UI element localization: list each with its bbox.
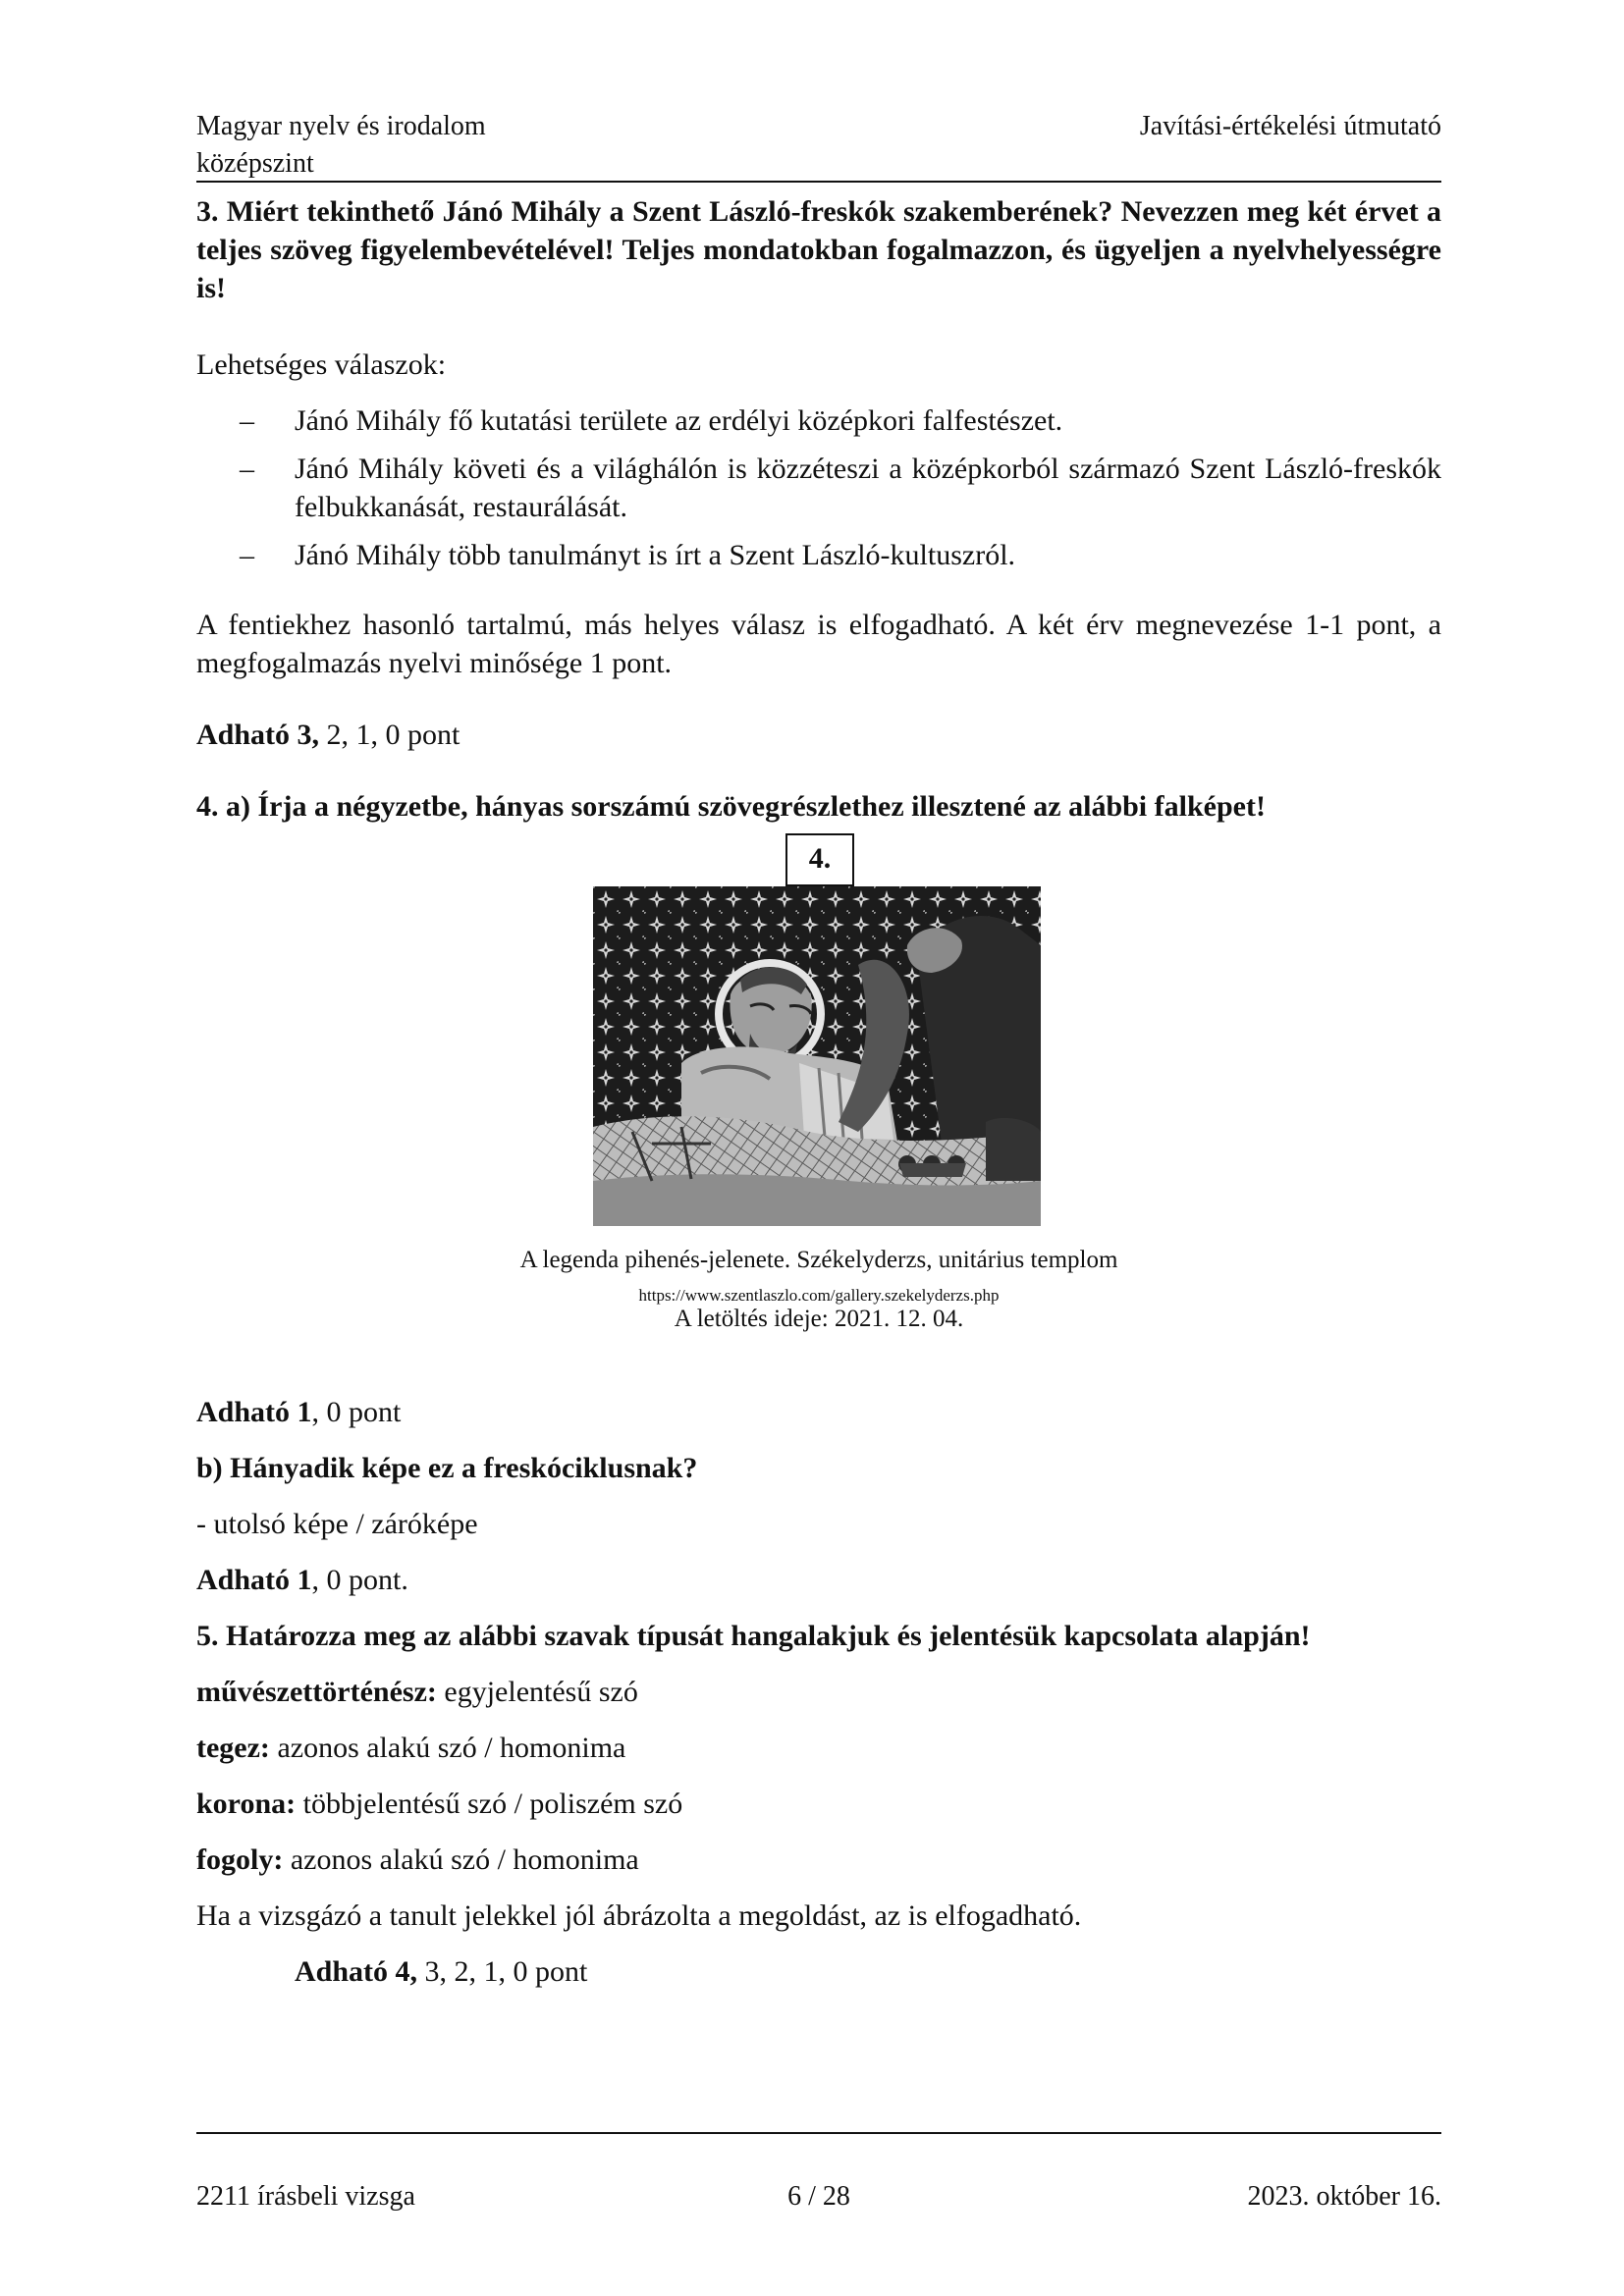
- points-bold: Adható 4,: [295, 1955, 418, 1988]
- answer-text: Jánó Mihály fő kutatási területe az erdélyi középkori falfestészet.: [295, 404, 1063, 437]
- word-answer: többjelentésű szó / poliszém szó: [296, 1788, 683, 1820]
- answer-text: Jánó Mihály követi és a világhálón is közzéteszi a középkorból származó Szent László-freskók felbukkanását, restaurálását.: [295, 453, 1441, 523]
- header-subject: Magyar nyelv és irodalom: [196, 111, 486, 141]
- footer-page-number: 6 / 28: [787, 2181, 850, 2212]
- question-4a: 4. a) Írja a négyzetbe, hányas sorszámú szövegrészlethez illesztené az alábbi falképet!: [196, 790, 1266, 823]
- points-rest: 2, 1, 0 pont: [319, 719, 460, 751]
- points-rest: , 0 pont.: [311, 1564, 408, 1596]
- list-item: [196, 536, 1441, 574]
- dash-bullet: –: [240, 539, 254, 571]
- page: [196, 0, 1441, 2296]
- answers-label: Lehetséges válaszok:: [196, 348, 447, 381]
- footer-exam: 2211 írásbeli vizsga: [196, 2181, 415, 2212]
- answer-text: Jánó Mihály több tanulmányt is írt a Szent László-kultuszról.: [295, 539, 1016, 571]
- header-level: középszint: [196, 148, 314, 179]
- word-answer: azonos alakú szó / homonima: [269, 1732, 626, 1764]
- word-item: [196, 1785, 1441, 1823]
- word-answer: azonos alakú szó / homonima: [283, 1843, 639, 1876]
- footer-divider: [196, 2132, 1441, 2134]
- figure: [196, 826, 1441, 1375]
- answer-list: [196, 401, 1441, 574]
- answer-4b: - utolsó képe / záróképe: [196, 1508, 478, 1540]
- points-q4b: [196, 1561, 1441, 1599]
- word-term: fogoly:: [196, 1843, 284, 1876]
- word-term: művészettörténész:: [196, 1676, 437, 1708]
- dash-bullet: –: [240, 404, 254, 437]
- download-date: A letöltés ideje: 2021. 12. 04.: [674, 1306, 964, 1332]
- word-item: [196, 1841, 1441, 1879]
- word-term: tegez:: [196, 1732, 270, 1764]
- fresco-image: [593, 886, 1041, 1226]
- list-item: [196, 450, 1441, 526]
- question-3: 3. Miért tekinthető Jánó Mihály a Szent László-freskók szakemberének? Nevezzen meg két érvet a teljes szöveg figyelembevételével! Teljes mondatokban fogalmazzon, és ügyeljen a nyelvhelyességre is!: [196, 195, 1441, 304]
- header-divider: [196, 181, 1441, 183]
- source-url[interactable]: https://www.szentlaszlo.com/gallery.szekelyderzs.php: [638, 1286, 1000, 1305]
- word-term: korona:: [196, 1788, 297, 1820]
- word-item: [196, 1673, 1441, 1711]
- document-body: [196, 192, 1441, 1991]
- points-q4a: [196, 1393, 1441, 1431]
- image-caption: A legenda pihenés-jelenete. Székelyderzs, unitárius templom: [519, 1247, 1118, 1273]
- points-q5: [196, 1952, 1441, 1991]
- points-bold: Adható 1: [196, 1564, 312, 1596]
- points-rest: , 0 pont: [311, 1396, 402, 1428]
- scoring-note: A fentiekhez hasonló tartalmú, más helyes válasz is elfogadható. A két érv megnevezése 1-1 pont, a megfogalmazás nyelvi minősége 1 pont.: [196, 609, 1441, 679]
- footer-date: 2023. október 16.: [1247, 2181, 1441, 2212]
- list-item: [196, 401, 1441, 440]
- header-doc-type: Javítási-értékelési útmutató: [1139, 111, 1441, 141]
- word-item: [196, 1729, 1441, 1767]
- scoring-note-q5: Ha a vizsgázó a tanult jelekkel jól ábrázolta a megoldást, az is elfogadható.: [196, 1899, 1082, 1932]
- question-5: 5. Határozza meg az alábbi szavak típusát hangalakjuk és jelentésük kapcsolata alapján!: [196, 1620, 1311, 1652]
- answer-box: 4.: [785, 833, 854, 886]
- dash-bullet: –: [240, 453, 254, 485]
- points-bold: Adható 3,: [196, 719, 320, 751]
- header-left: [196, 108, 486, 183]
- points-q3: [196, 716, 1441, 754]
- points-rest: 3, 2, 1, 0 pont: [417, 1955, 588, 1988]
- word-answer: egyjelentésű szó: [436, 1676, 638, 1708]
- points-bold: Adható 1: [196, 1396, 312, 1428]
- question-4b: b) Hányadik képe ez a freskóciklusnak?: [196, 1452, 698, 1484]
